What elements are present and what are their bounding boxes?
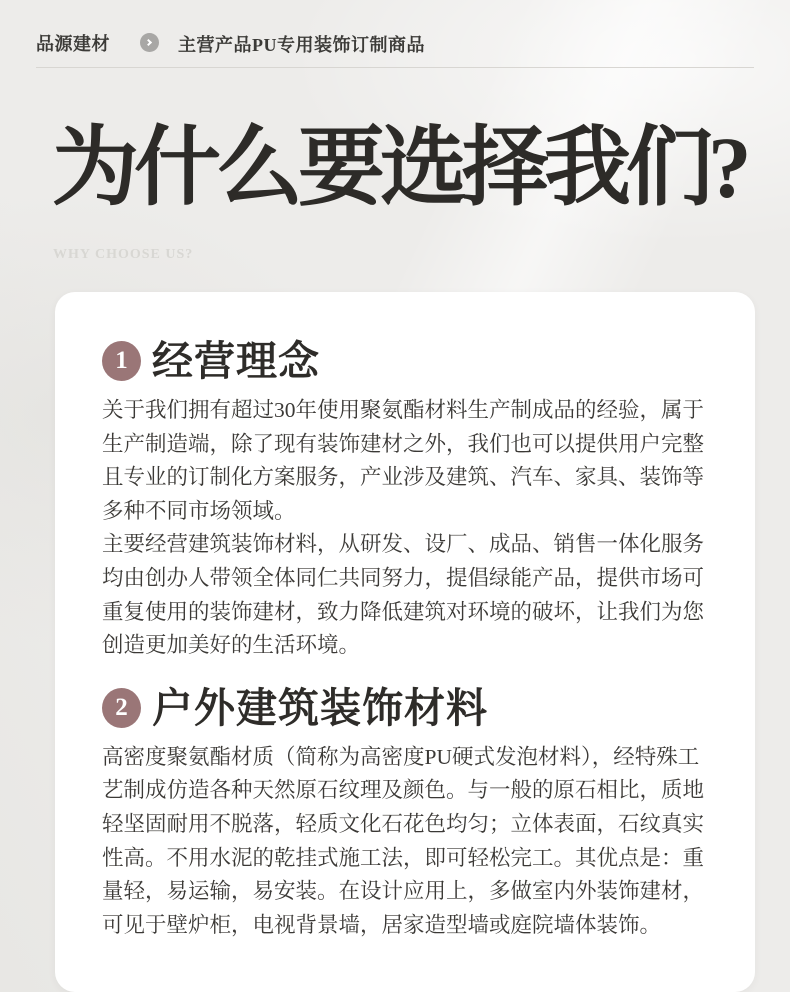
section-header-business-philosophy	[102, 338, 711, 384]
content-card	[55, 292, 755, 992]
section-number-badge: 2	[102, 688, 141, 728]
paragraph: 关于我们拥有超过30年使用聚氨酯材料生产制成品的经验，属于生产制造端，除了现有装饰建材之外，我们也可以提供用户完整且专业的订制化方案服务，产业涉及建筑、汽车、家具、装饰等多种不同市场领域。	[102, 398, 705, 523]
header-divider	[36, 67, 754, 68]
section-title: 经营理念	[152, 338, 320, 384]
chevron-right-icon	[140, 33, 159, 52]
chevron-glyph	[145, 39, 152, 46]
title-watermark: WHY CHOOSE US?	[53, 247, 194, 262]
section-number-badge: 1	[102, 341, 141, 381]
section-body-business-philosophy	[102, 394, 712, 663]
header-tagline: 主营产品PU专用装饰订制商品	[178, 35, 425, 55]
brand-name: 品源建材	[36, 34, 110, 54]
section-title: 户外建筑装饰材料	[152, 684, 488, 731]
paragraph: 主要经营建筑装饰材料，从研发、设厂、成品、销售一体化服务均由创办人带领全体同仁共同努力，提倡绿能产品，提供市场可重复使用的装饰建材，致力降低建筑对环境的破坏，让我们为您创造更加美好的生活环境。	[102, 532, 705, 658]
section-header-outdoor-materials	[102, 685, 711, 731]
page-title: 为什么要选择我们?	[52, 119, 747, 216]
section-body-outdoor-materials	[102, 741, 712, 943]
paragraph: 高密度聚氨酯材质（简称为高密度PU硬式发泡材料），经特殊工艺制成仿造各种天然原石纹理及颜色。与一般的原石相比，质地轻坚固耐用不脱落，轻质文化石花色均匀；立体表面，石纹真实性高。不用水泥的乾挂式施工法，即可轻松完工。其优点是：重量轻，易运输，易安装。在设计应用上，多做室内外装饰建材，可见于壁炉柜，电视背景墙，居家造型墙或庭院墙体装饰。	[102, 744, 705, 937]
